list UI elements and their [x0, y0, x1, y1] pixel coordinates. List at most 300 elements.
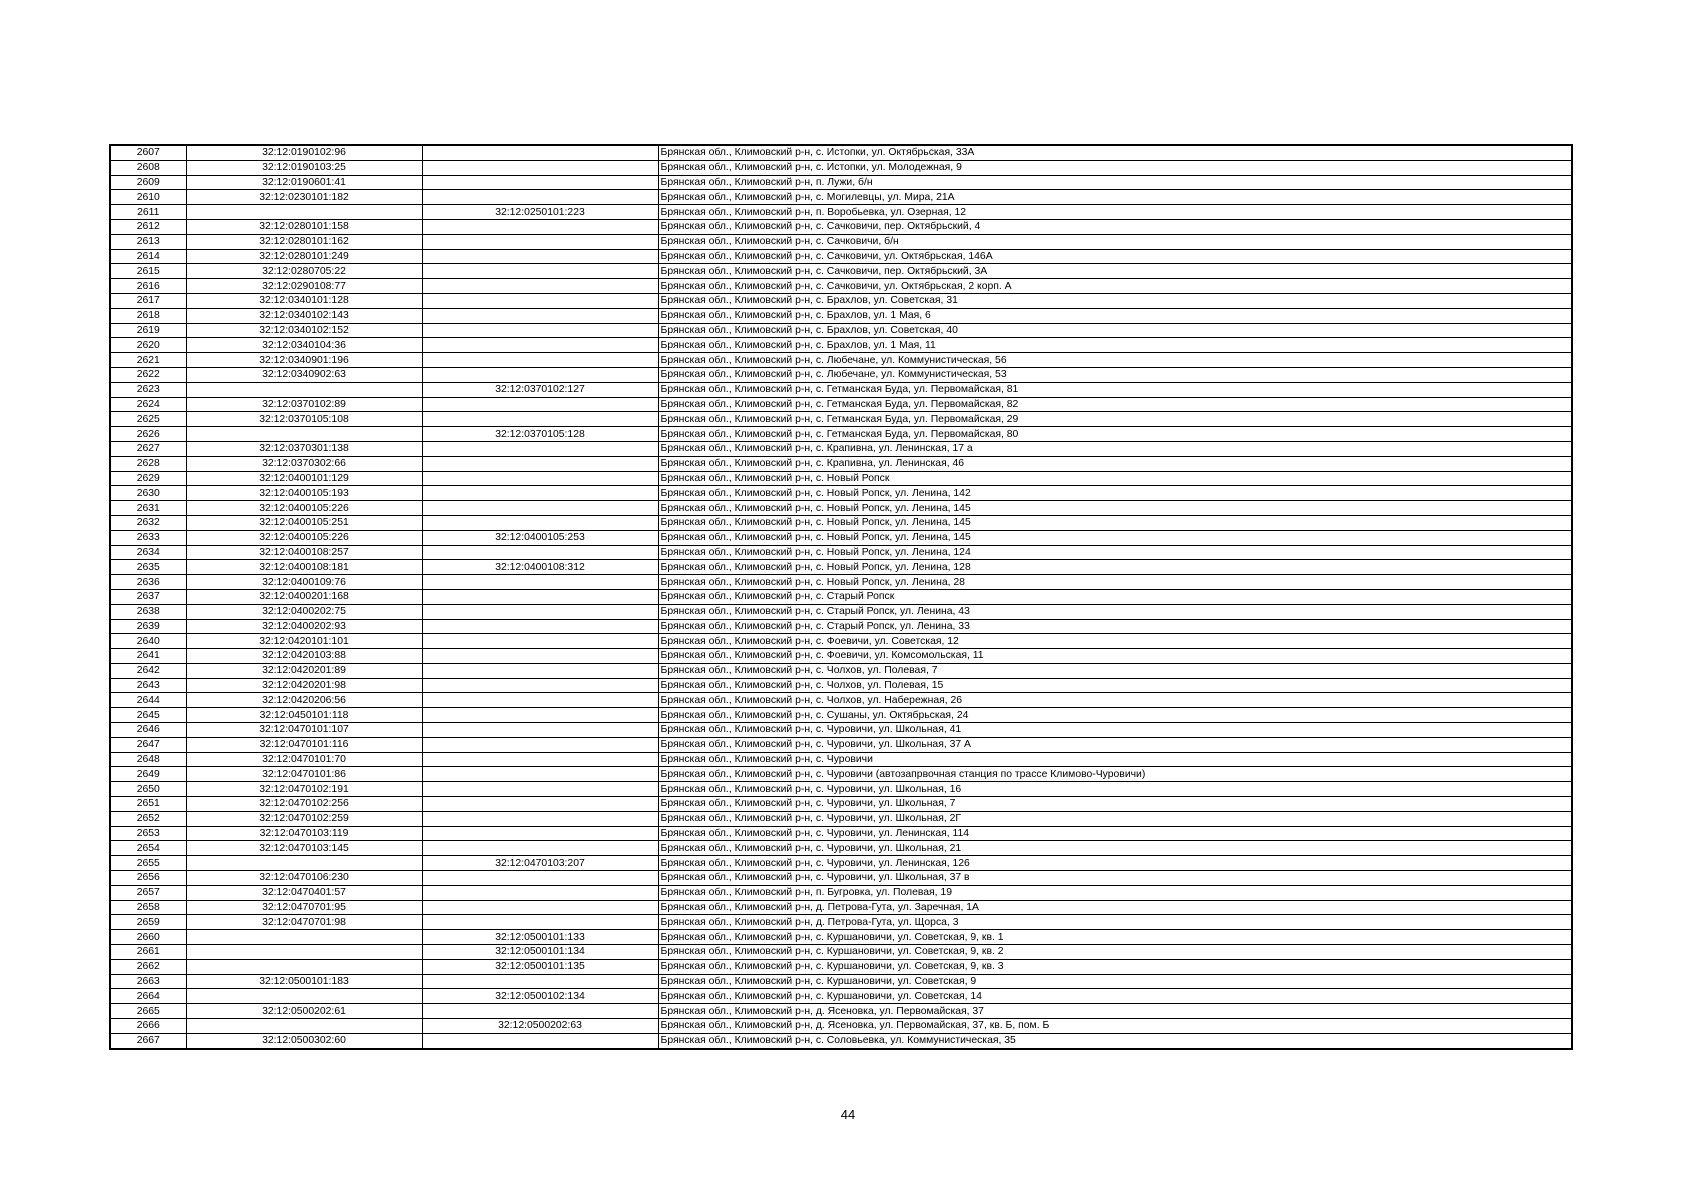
table-row: [110, 989, 1572, 1004]
row-number-cell: 2617: [110, 293, 186, 308]
address-cell: Брянская обл., Климовский р-н, с. Новый Ропск, ул. Ленина, 145: [658, 515, 1572, 530]
table-row: [110, 160, 1572, 175]
related-cadastral-number-cell: [422, 175, 658, 190]
cadastral-number-cell: 32:12:0280101:158: [186, 219, 422, 234]
related-cadastral-number-cell: [422, 323, 658, 338]
table-row: [110, 885, 1572, 900]
table-row: [110, 708, 1572, 723]
cadastral-number-cell: 32:12:0400202:75: [186, 604, 422, 619]
related-cadastral-number-cell: [422, 1033, 658, 1048]
related-cadastral-number-cell: [422, 471, 658, 486]
address-cell: Брянская обл., Климовский р-н, с. Гетманская Буда, ул. Первомайская, 29: [658, 412, 1572, 427]
cadastral-number-cell: 32:12:0400108:181: [186, 560, 422, 575]
address-cell: Брянская обл., Климовский р-н, с. Сачковичи, ул. Октябрьская, 146А: [658, 249, 1572, 264]
related-cadastral-number-cell: [422, 649, 658, 664]
related-cadastral-number-cell: 32:12:0400108:312: [422, 560, 658, 575]
table-row: [110, 427, 1572, 442]
related-cadastral-number-cell: [422, 708, 658, 723]
related-cadastral-number-cell: [422, 190, 658, 205]
row-number-cell: 2662: [110, 959, 186, 974]
cadastral-number-cell: 32:12:0470102:256: [186, 797, 422, 812]
address-cell: Брянская обл., Климовский р-н, с. Истопки, ул. Молодежная, 9: [658, 160, 1572, 175]
cadastral-number-cell: 32:12:0230101:182: [186, 190, 422, 205]
row-number-cell: 2664: [110, 989, 186, 1004]
table-row: [110, 841, 1572, 856]
table-row: [110, 367, 1572, 382]
cadastral-number-cell: 32:12:0400202:93: [186, 619, 422, 634]
address-cell: Брянская обл., Климовский р-н, с. Гетманская Буда, ул. Первомайская, 80: [658, 427, 1572, 442]
table-row: [110, 678, 1572, 693]
address-cell: Брянская обл., Климовский р-н, с. Новый Ропск, ул. Ленина, 128: [658, 560, 1572, 575]
cadastral-number-cell: 32:12:0340902:63: [186, 367, 422, 382]
table-row: [110, 723, 1572, 738]
cadastral-number-cell: 32:12:0190103:25: [186, 160, 422, 175]
related-cadastral-number-cell: [422, 752, 658, 767]
address-cell: Брянская обл., Климовский р-н, с. Истопки, ул. Октябрьская, 33А: [658, 145, 1572, 160]
related-cadastral-number-cell: [422, 353, 658, 368]
row-number-cell: 2649: [110, 767, 186, 782]
table-row: [110, 190, 1572, 205]
address-cell: Брянская обл., Климовский р-н, с. Сачковичи, б/н: [658, 234, 1572, 249]
cadastral-number-cell: 32:12:0470106:230: [186, 871, 422, 886]
related-cadastral-number-cell: [422, 367, 658, 382]
cadastral-number-cell: 32:12:0290108:77: [186, 279, 422, 294]
cadastral-number-cell: 32:12:0400105:226: [186, 501, 422, 516]
address-cell: Брянская обл., Климовский р-н, с. Чуровичи, ул. Школьная, 37 в: [658, 871, 1572, 886]
cadastral-number-cell: 32:12:0500202:61: [186, 1004, 422, 1019]
row-number-cell: 2630: [110, 486, 186, 501]
table-row: [110, 974, 1572, 989]
table-row: [110, 575, 1572, 590]
table-row: [110, 604, 1572, 619]
related-cadastral-number-cell: [422, 826, 658, 841]
address-cell: Брянская обл., Климовский р-н, с. Гетманская Буда, ул. Первомайская, 81: [658, 382, 1572, 397]
row-number-cell: 2650: [110, 782, 186, 797]
table-row: [110, 811, 1572, 826]
table-row: [110, 175, 1572, 190]
table-row: [110, 930, 1572, 945]
address-cell: Брянская обл., Климовский р-н, с. Сачковичи, пер. Октябрьский, 4: [658, 219, 1572, 234]
related-cadastral-number-cell: [422, 767, 658, 782]
row-number-cell: 2627: [110, 441, 186, 456]
row-number-cell: 2614: [110, 249, 186, 264]
table-row: [110, 1004, 1572, 1019]
cadastral-number-cell: 32:12:0500101:183: [186, 974, 422, 989]
cadastral-number-cell: [186, 989, 422, 1004]
related-cadastral-number-cell: [422, 974, 658, 989]
row-number-cell: 2625: [110, 412, 186, 427]
related-cadastral-number-cell: [422, 782, 658, 797]
row-number-cell: 2619: [110, 323, 186, 338]
address-cell: Брянская обл., Климовский р-н, п. Бугровка, ул. Полевая, 19: [658, 885, 1572, 900]
address-cell: Брянская обл., Климовский р-н, с. Куршановичи, ул. Советская, 14: [658, 989, 1572, 1004]
table-row: [110, 515, 1572, 530]
address-cell: Брянская обл., Климовский р-н, д. Ясеновка, ул. Первомайская, 37: [658, 1004, 1572, 1019]
related-cadastral-number-cell: [422, 811, 658, 826]
table-row: [110, 663, 1572, 678]
related-cadastral-number-cell: [422, 545, 658, 560]
row-number-cell: 2624: [110, 397, 186, 412]
address-cell: Брянская обл., Климовский р-н, с. Фоевичи, ул. Советская, 12: [658, 634, 1572, 649]
cadastral-number-cell: 32:12:0500302:60: [186, 1033, 422, 1048]
related-cadastral-number-cell: [422, 293, 658, 308]
related-cadastral-number-cell: [422, 797, 658, 812]
related-cadastral-number-cell: 32:12:0500101:135: [422, 959, 658, 974]
table-row: [110, 234, 1572, 249]
address-cell: Брянская обл., Климовский р-н, с. Старый Ропск, ул. Ленина, 43: [658, 604, 1572, 619]
related-cadastral-number-cell: 32:12:0400105:253: [422, 530, 658, 545]
table-row: [110, 397, 1572, 412]
row-number-cell: 2653: [110, 826, 186, 841]
related-cadastral-number-cell: [422, 634, 658, 649]
address-cell: Брянская обл., Климовский р-н, с. Чуровичи, ул. Школьная, 21: [658, 841, 1572, 856]
address-cell: Брянская обл., Климовский р-н, с. Новый Ропск, ул. Ленина, 124: [658, 545, 1572, 560]
cadastral-number-cell: 32:12:0470102:191: [186, 782, 422, 797]
cadastral-number-cell: 32:12:0370301:138: [186, 441, 422, 456]
related-cadastral-number-cell: 32:12:0500101:134: [422, 945, 658, 960]
row-number-cell: 2665: [110, 1004, 186, 1019]
related-cadastral-number-cell: 32:12:0470103:207: [422, 856, 658, 871]
table-row: [110, 693, 1572, 708]
row-number-cell: 2660: [110, 930, 186, 945]
row-number-cell: 2641: [110, 649, 186, 664]
table-row: [110, 856, 1572, 871]
related-cadastral-number-cell: 32:12:0370102:127: [422, 382, 658, 397]
table-row: [110, 900, 1572, 915]
table-row: [110, 486, 1572, 501]
property-registry-table: [109, 144, 1573, 1050]
row-number-cell: 2638: [110, 604, 186, 619]
cadastral-number-cell: 32:12:0470102:259: [186, 811, 422, 826]
related-cadastral-number-cell: [422, 279, 658, 294]
page-number: 44: [840, 1107, 856, 1122]
table-row: [110, 279, 1572, 294]
row-number-cell: 2615: [110, 264, 186, 279]
row-number-cell: 2637: [110, 589, 186, 604]
address-cell: Брянская обл., Климовский р-н, п. Воробьевка, ул. Озерная, 12: [658, 205, 1572, 220]
cadastral-number-cell: [186, 945, 422, 960]
row-number-cell: 2646: [110, 723, 186, 738]
address-cell: Брянская обл., Климовский р-н, с. Соловьевка, ул. Коммунистическая, 35: [658, 1033, 1572, 1048]
address-cell: Брянская обл., Климовский р-н, с. Старый Ропск, ул. Ленина, 33: [658, 619, 1572, 634]
related-cadastral-number-cell: [422, 737, 658, 752]
address-cell: Брянская обл., Климовский р-н, д. Петрова-Гута, ул. Щорса, 3: [658, 915, 1572, 930]
row-number-cell: 2631: [110, 501, 186, 516]
cadastral-number-cell: [186, 1019, 422, 1034]
address-cell: Брянская обл., Климовский р-н, с. Старый Ропск: [658, 589, 1572, 604]
address-cell: Брянская обл., Климовский р-н, с. Чуровичи, ул. Школьная, 7: [658, 797, 1572, 812]
cadastral-number-cell: 32:12:0340101:128: [186, 293, 422, 308]
related-cadastral-number-cell: [422, 915, 658, 930]
related-cadastral-number-cell: [422, 589, 658, 604]
address-cell: Брянская обл., Климовский р-н, с. Куршановичи, ул. Советская, 9, кв. 1: [658, 930, 1572, 945]
cadastral-number-cell: [186, 382, 422, 397]
row-number-cell: 2644: [110, 693, 186, 708]
table-row: [110, 323, 1572, 338]
table-row: [110, 456, 1572, 471]
address-cell: Брянская обл., Климовский р-н, с. Любечане, ул. Коммунистическая, 53: [658, 367, 1572, 382]
related-cadastral-number-cell: [422, 693, 658, 708]
row-number-cell: 2666: [110, 1019, 186, 1034]
table-row: [110, 293, 1572, 308]
related-cadastral-number-cell: 32:12:0500102:134: [422, 989, 658, 1004]
cadastral-number-cell: 32:12:0470701:98: [186, 915, 422, 930]
cadastral-number-cell: 32:12:0400105:193: [186, 486, 422, 501]
cadastral-number-cell: 32:12:0420101:101: [186, 634, 422, 649]
row-number-cell: 2639: [110, 619, 186, 634]
row-number-cell: 2634: [110, 545, 186, 560]
row-number-cell: 2655: [110, 856, 186, 871]
address-cell: Брянская обл., Климовский р-н, с. Крапивна, ул. Ленинская, 46: [658, 456, 1572, 471]
related-cadastral-number-cell: [422, 515, 658, 530]
address-cell: Брянская обл., Климовский р-н, с. Сушаны, ул. Октябрьская, 24: [658, 708, 1572, 723]
related-cadastral-number-cell: [422, 249, 658, 264]
related-cadastral-number-cell: [422, 871, 658, 886]
table-row: [110, 589, 1572, 604]
cadastral-number-cell: 32:12:0340102:143: [186, 308, 422, 323]
address-cell: Брянская обл., Климовский р-н, с. Крапивна, ул. Ленинская, 17 а: [658, 441, 1572, 456]
related-cadastral-number-cell: [422, 663, 658, 678]
cadastral-number-cell: 32:12:0470401:57: [186, 885, 422, 900]
row-number-cell: 2656: [110, 871, 186, 886]
address-cell: Брянская обл., Климовский р-н, с. Чолхов, ул. Полевая, 15: [658, 678, 1572, 693]
address-cell: Брянская обл., Климовский р-н, с. Новый Ропск, ул. Ленина, 145: [658, 530, 1572, 545]
cadastral-number-cell: 32:12:0420206:56: [186, 693, 422, 708]
related-cadastral-number-cell: [422, 604, 658, 619]
table-row: [110, 545, 1572, 560]
related-cadastral-number-cell: [422, 160, 658, 175]
cadastral-number-cell: 32:12:0450101:118: [186, 708, 422, 723]
address-cell: Брянская обл., Климовский р-н, с. Куршановичи, ул. Советская, 9, кв. 3: [658, 959, 1572, 974]
table-row: [110, 501, 1572, 516]
table-row: [110, 826, 1572, 841]
table-row: [110, 249, 1572, 264]
address-cell: Брянская обл., Климовский р-н, с. Чуровичи, ул. Школьная, 41: [658, 723, 1572, 738]
row-number-cell: 2652: [110, 811, 186, 826]
table-row: [110, 1019, 1572, 1034]
row-number-cell: 2640: [110, 634, 186, 649]
table-row: [110, 308, 1572, 323]
related-cadastral-number-cell: [422, 678, 658, 693]
row-number-cell: 2667: [110, 1033, 186, 1048]
address-cell: Брянская обл., Климовский р-н, с. Гетманская Буда, ул. Первомайская, 82: [658, 397, 1572, 412]
row-number-cell: 2622: [110, 367, 186, 382]
cadastral-number-cell: 32:12:0340901:196: [186, 353, 422, 368]
cadastral-number-cell: 32:12:0400201:168: [186, 589, 422, 604]
address-cell: Брянская обл., Климовский р-н, д. Петрова-Гута, ул. Заречная, 1А: [658, 900, 1572, 915]
row-number-cell: 2663: [110, 974, 186, 989]
table-row: [110, 871, 1572, 886]
row-number-cell: 2659: [110, 915, 186, 930]
table-row: [110, 530, 1572, 545]
related-cadastral-number-cell: 32:12:0370105:128: [422, 427, 658, 442]
related-cadastral-number-cell: [422, 501, 658, 516]
row-number-cell: 2620: [110, 338, 186, 353]
cadastral-number-cell: 32:12:0280101:249: [186, 249, 422, 264]
row-number-cell: 2645: [110, 708, 186, 723]
address-cell: Брянская обл., Климовский р-н, с. Новый Ропск, ул. Ленина, 145: [658, 501, 1572, 516]
related-cadastral-number-cell: [422, 264, 658, 279]
cadastral-number-cell: 32:12:0470101:86: [186, 767, 422, 782]
address-cell: Брянская обл., Климовский р-н, с. Куршановичи, ул. Советская, 9, кв. 2: [658, 945, 1572, 960]
row-number-cell: 2616: [110, 279, 186, 294]
address-cell: Брянская обл., Климовский р-н, с. Куршановичи, ул. Советская, 9: [658, 974, 1572, 989]
address-cell: Брянская обл., Климовский р-н, с. Брахлов, ул. Советская, 40: [658, 323, 1572, 338]
table-row: [110, 649, 1572, 664]
row-number-cell: 2618: [110, 308, 186, 323]
row-number-cell: 2632: [110, 515, 186, 530]
related-cadastral-number-cell: [422, 723, 658, 738]
row-number-cell: 2657: [110, 885, 186, 900]
table-row: [110, 782, 1572, 797]
related-cadastral-number-cell: [422, 338, 658, 353]
address-cell: Брянская обл., Климовский р-н, с. Брахлов, ул. Советская, 31: [658, 293, 1572, 308]
table-row: [110, 959, 1572, 974]
related-cadastral-number-cell: [422, 1004, 658, 1019]
related-cadastral-number-cell: [422, 486, 658, 501]
cadastral-number-cell: [186, 856, 422, 871]
related-cadastral-number-cell: [422, 234, 658, 249]
cadastral-number-cell: 32:12:0470103:145: [186, 841, 422, 856]
table-row: [110, 797, 1572, 812]
row-number-cell: 2661: [110, 945, 186, 960]
row-number-cell: 2610: [110, 190, 186, 205]
related-cadastral-number-cell: [422, 841, 658, 856]
table-row: [110, 145, 1572, 160]
table-row: [110, 767, 1572, 782]
cadastral-number-cell: 32:12:0340102:152: [186, 323, 422, 338]
cadastral-number-cell: [186, 930, 422, 945]
cadastral-number-cell: 32:12:0340104:36: [186, 338, 422, 353]
table-row: [110, 441, 1572, 456]
row-number-cell: 2648: [110, 752, 186, 767]
address-cell: Брянская обл., Климовский р-н, с. Чуровичи, ул. Школьная, 16: [658, 782, 1572, 797]
related-cadastral-number-cell: 32:12:0250101:223: [422, 205, 658, 220]
row-number-cell: 2607: [110, 145, 186, 160]
row-number-cell: 2628: [110, 456, 186, 471]
table-row: [110, 382, 1572, 397]
related-cadastral-number-cell: [422, 575, 658, 590]
table-row: [110, 1033, 1572, 1048]
address-cell: Брянская обл., Климовский р-н, с. Чуровичи, ул. Школьная, 2Г: [658, 811, 1572, 826]
address-cell: Брянская обл., Климовский р-н, с. Фоевичи, ул. Комсомольская, 11: [658, 649, 1572, 664]
table-row: [110, 205, 1572, 220]
cadastral-number-cell: 32:12:0370102:89: [186, 397, 422, 412]
cadastral-number-cell: 32:12:0280705:22: [186, 264, 422, 279]
row-number-cell: 2613: [110, 234, 186, 249]
address-cell: Брянская обл., Климовский р-н, с. Новый Ропск, ул. Ленина, 142: [658, 486, 1572, 501]
address-cell: Брянская обл., Климовский р-н, с. Чолхов, ул. Полевая, 7: [658, 663, 1572, 678]
address-cell: Брянская обл., Климовский р-н, с. Новый Ропск, ул. Ленина, 28: [658, 575, 1572, 590]
cadastral-number-cell: 32:12:0400105:251: [186, 515, 422, 530]
row-number-cell: 2647: [110, 737, 186, 752]
related-cadastral-number-cell: [422, 412, 658, 427]
cadastral-number-cell: 32:12:0470701:95: [186, 900, 422, 915]
address-cell: Брянская обл., Климовский р-н, с. Брахлов, ул. 1 Мая, 11: [658, 338, 1572, 353]
cadastral-number-cell: 32:12:0420201:89: [186, 663, 422, 678]
row-number-cell: 2642: [110, 663, 186, 678]
registry-table-body: [110, 145, 1572, 1049]
related-cadastral-number-cell: [422, 308, 658, 323]
cadastral-number-cell: 32:12:0420103:88: [186, 649, 422, 664]
cadastral-number-cell: [186, 205, 422, 220]
row-number-cell: 2635: [110, 560, 186, 575]
table-row: [110, 634, 1572, 649]
table-row: [110, 752, 1572, 767]
cadastral-number-cell: [186, 959, 422, 974]
cadastral-number-cell: 32:12:0370105:108: [186, 412, 422, 427]
cadastral-number-cell: 32:12:0190102:96: [186, 145, 422, 160]
cadastral-number-cell: 32:12:0400105:226: [186, 530, 422, 545]
row-number-cell: 2636: [110, 575, 186, 590]
table-row: [110, 471, 1572, 486]
related-cadastral-number-cell: [422, 145, 658, 160]
table-row: [110, 219, 1572, 234]
related-cadastral-number-cell: [422, 885, 658, 900]
address-cell: Брянская обл., Климовский р-н, с. Чуровичи, ул. Ленинская, 114: [658, 826, 1572, 841]
address-cell: Брянская обл., Климовский р-н, с. Могилевцы, ул. Мира, 21А: [658, 190, 1572, 205]
cadastral-number-cell: 32:12:0400108:257: [186, 545, 422, 560]
address-cell: Брянская обл., Климовский р-н, с. Новый Ропск: [658, 471, 1572, 486]
table-row: [110, 338, 1572, 353]
row-number-cell: 2612: [110, 219, 186, 234]
row-number-cell: 2629: [110, 471, 186, 486]
cadastral-number-cell: 32:12:0190601:41: [186, 175, 422, 190]
row-number-cell: 2658: [110, 900, 186, 915]
cadastral-number-cell: 32:12:0470101:107: [186, 723, 422, 738]
row-number-cell: 2609: [110, 175, 186, 190]
table-row: [110, 412, 1572, 427]
table-row: [110, 353, 1572, 368]
table-row: [110, 915, 1572, 930]
row-number-cell: 2643: [110, 678, 186, 693]
row-number-cell: 2654: [110, 841, 186, 856]
row-number-cell: 2623: [110, 382, 186, 397]
cadastral-number-cell: 32:12:0400109:76: [186, 575, 422, 590]
row-number-cell: 2651: [110, 797, 186, 812]
cadastral-number-cell: 32:12:0400101:129: [186, 471, 422, 486]
related-cadastral-number-cell: [422, 619, 658, 634]
table-row: [110, 945, 1572, 960]
row-number-cell: 2608: [110, 160, 186, 175]
related-cadastral-number-cell: [422, 456, 658, 471]
table-row: [110, 619, 1572, 634]
row-number-cell: 2626: [110, 427, 186, 442]
address-cell: Брянская обл., Климовский р-н, с. Сачковичи, ул. Октябрьская, 2 корп. А: [658, 279, 1572, 294]
table-row: [110, 264, 1572, 279]
related-cadastral-number-cell: [422, 397, 658, 412]
cadastral-number-cell: 32:12:0470103:119: [186, 826, 422, 841]
table-row: [110, 560, 1572, 575]
address-cell: Брянская обл., Климовский р-н, с. Чолхов, ул. Набережная, 26: [658, 693, 1572, 708]
cadastral-number-cell: 32:12:0280101:162: [186, 234, 422, 249]
related-cadastral-number-cell: 32:12:0500202:63: [422, 1019, 658, 1034]
related-cadastral-number-cell: [422, 219, 658, 234]
related-cadastral-number-cell: 32:12:0500101:133: [422, 930, 658, 945]
row-number-cell: 2621: [110, 353, 186, 368]
address-cell: Брянская обл., Климовский р-н, п. Лужи, б/н: [658, 175, 1572, 190]
cadastral-number-cell: [186, 427, 422, 442]
address-cell: Брянская обл., Климовский р-н, д. Ясеновка, ул. Первомайская, 37, кв. Б, пом. Б: [658, 1019, 1572, 1034]
cadastral-number-cell: 32:12:0420201:98: [186, 678, 422, 693]
related-cadastral-number-cell: [422, 900, 658, 915]
cadastral-number-cell: 32:12:0370302:66: [186, 456, 422, 471]
cadastral-number-cell: 32:12:0470101:116: [186, 737, 422, 752]
address-cell: Брянская обл., Климовский р-н, с. Чуровичи: [658, 752, 1572, 767]
address-cell: Брянская обл., Климовский р-н, с. Любечане, ул. Коммунистическая, 56: [658, 353, 1572, 368]
related-cadastral-number-cell: [422, 441, 658, 456]
address-cell: Брянская обл., Климовский р-н, с. Брахлов, ул. 1 Мая, 6: [658, 308, 1572, 323]
